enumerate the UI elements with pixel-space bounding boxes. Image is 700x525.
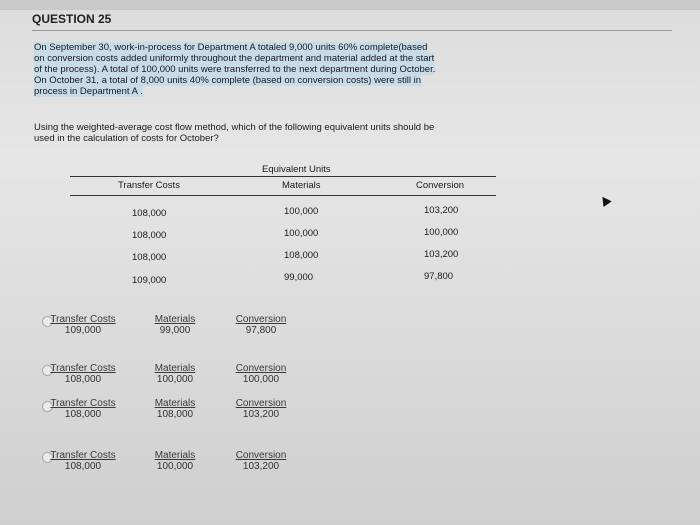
table-cell: 108,000 bbox=[284, 250, 319, 261]
table-cell: 100,000 bbox=[424, 227, 459, 238]
col-header-materials: Materials bbox=[282, 180, 321, 191]
equivalent-units-table bbox=[70, 160, 500, 290]
table-cell: 108,000 bbox=[132, 208, 167, 219]
para-line: On September 30, work-in-process for Department A totaled 9,000 units 60% complete(based bbox=[34, 42, 428, 53]
option-conversion: Conversion 103,200 bbox=[235, 398, 287, 420]
prompt-line: used in the calculation of costs for October? bbox=[34, 133, 219, 144]
option-transfer: Transfer Costs 108,000 bbox=[50, 398, 116, 420]
table-cell: 108,000 bbox=[132, 230, 167, 241]
para-line: On October 31, a total of 8,000 units 40% complete (based on conversion costs) were still in bbox=[34, 75, 422, 86]
table-top-rule bbox=[70, 176, 496, 177]
question-paragraph bbox=[34, 42, 494, 97]
top-bar bbox=[0, 0, 700, 10]
option-transfer: Transfer Costs 109,000 bbox=[50, 314, 116, 336]
group-header: Equivalent Units bbox=[262, 164, 331, 175]
table-cell: 100,000 bbox=[284, 228, 319, 239]
table-cell: 103,200 bbox=[424, 249, 459, 260]
col-header-transfer: Transfer Costs bbox=[118, 180, 180, 191]
para-line: process in Department A . bbox=[34, 86, 143, 97]
table-cell: 100,000 bbox=[284, 206, 319, 217]
option-conversion: Conversion 100,000 bbox=[235, 363, 287, 385]
option-conversion: Conversion 97,800 bbox=[235, 314, 287, 336]
para-line: on conversion costs added uniformly throughout the department and material added at the start bbox=[34, 53, 435, 64]
question-title: QUESTION 25 bbox=[32, 12, 112, 26]
mouse-cursor-icon bbox=[598, 194, 611, 207]
table-cell: 109,000 bbox=[132, 275, 167, 286]
option-transfer: Transfer Costs 108,000 bbox=[50, 450, 116, 472]
option-materials: Materials 100,000 bbox=[154, 450, 196, 472]
table-header-rule bbox=[70, 195, 496, 196]
option-materials: Materials 108,000 bbox=[154, 398, 196, 420]
table-cell: 97,800 bbox=[424, 271, 454, 282]
table-cell: 108,000 bbox=[132, 252, 167, 263]
table-cell: 99,000 bbox=[284, 272, 314, 283]
option-conversion: Conversion 103,200 bbox=[235, 450, 287, 472]
para-line: of the process). A total of 100,000 units were transferred to the next department during October. bbox=[34, 64, 436, 75]
option-materials: Materials 100,000 bbox=[154, 363, 196, 385]
question-prompt bbox=[34, 122, 494, 144]
option-materials: Materials 99,000 bbox=[154, 314, 196, 336]
prompt-line: Using the weighted-average cost flow method, which of the following equivalent units should be bbox=[34, 122, 435, 133]
col-header-conversion: Conversion bbox=[416, 180, 465, 191]
title-divider bbox=[32, 30, 672, 31]
option-transfer: Transfer Costs 108,000 bbox=[50, 363, 116, 385]
table-cell: 103,200 bbox=[424, 205, 459, 216]
